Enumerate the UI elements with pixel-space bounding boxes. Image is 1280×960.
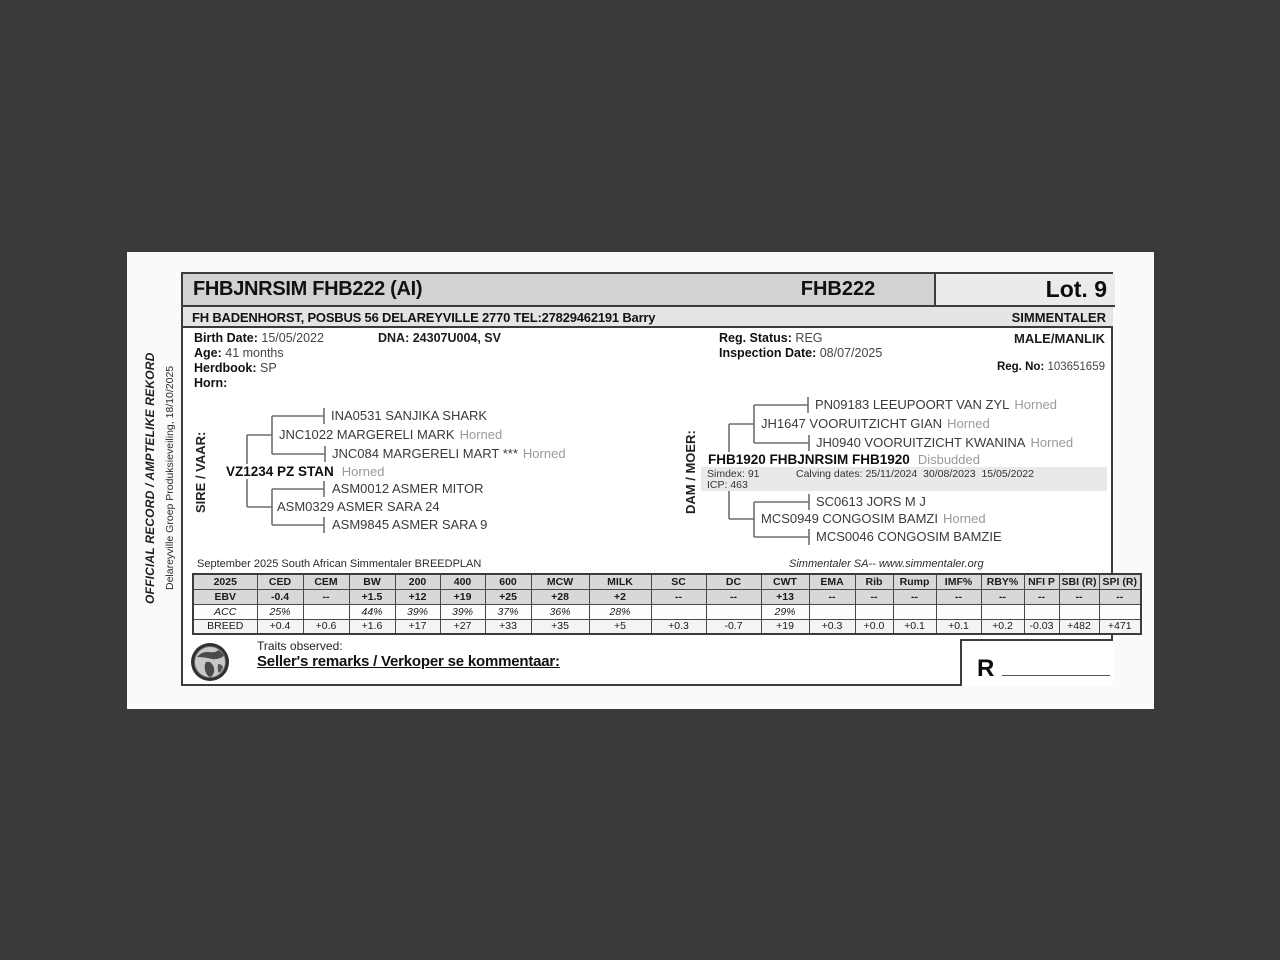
inspection-date-row: [719, 346, 882, 360]
breedplan-cell: +27: [440, 619, 485, 634]
breedplan-row-acc: [193, 604, 1141, 619]
breedplan-cell: +471: [1099, 619, 1141, 634]
breedplan-col-header: SBI (R): [1059, 574, 1099, 589]
horn-row: [194, 376, 227, 390]
breeder-contact: FH BADENHORST, POSBUS 56 DELAREYVILLE 2770 TEL:27829462191 Barry: [192, 310, 656, 325]
reg-no-label: Reg. No:: [996, 361, 1045, 373]
breedplan-cell: --: [1099, 589, 1141, 604]
breedplan-cell: 28%: [589, 604, 651, 619]
breedplan-cell: +19: [440, 589, 485, 604]
breed-name: SIMMENTALER: [1011, 310, 1106, 325]
breedplan-cell: +0.1: [936, 619, 981, 634]
breedplan-col-header: EMA: [809, 574, 855, 589]
breedplan-cell: --: [936, 589, 981, 604]
breedplan-cell: [981, 604, 1024, 619]
animal-name-text: PN09183 LEEUPOORT VAN ZYL: [815, 397, 1010, 412]
simdex-value: Simdex: 91: [707, 468, 760, 480]
catalog-page: [127, 252, 1154, 709]
horn-label: Horn:: [194, 376, 228, 390]
breedplan-cell: 36%: [531, 604, 589, 619]
icp-value: ICP: 463: [707, 479, 748, 491]
horn-status: [440, 499, 445, 514]
footer-section: [183, 637, 1113, 686]
animal-name-text: JH1647 VOORUITZICHT GIAN: [761, 416, 943, 431]
horn-status: Horned: [947, 416, 990, 431]
birth-date-row: [194, 331, 324, 345]
breedplan-cell: --: [809, 589, 855, 604]
animal-name: FHBJNRSIM FHB222 (AI): [193, 278, 423, 300]
dam-panel-label: DAM / MOER:: [683, 430, 698, 514]
breedplan-cell: 44%: [349, 604, 395, 619]
breedplan-cell: --: [651, 589, 706, 604]
reg-status-label: Reg. Status:: [719, 331, 792, 345]
herdbook-row: [194, 361, 277, 375]
herdbook-value: SP: [259, 361, 277, 375]
breedplan-cell: [1024, 604, 1059, 619]
animal-name-text: ASM9845 ASMER SARA 9: [332, 517, 488, 532]
breedplan-col-header: CWT: [761, 574, 809, 589]
breedplan-col-header: 600: [485, 574, 531, 589]
breedplan-col-header: CED: [257, 574, 303, 589]
breedplan-cell: [303, 604, 349, 619]
inspection-date-label: Inspection Date:: [719, 346, 817, 360]
currency-symbol: R: [977, 655, 995, 682]
animal-name-text: FHB1920 FHBJNRSIM FHB1920: [708, 452, 913, 467]
breedplan-row-breed: [193, 619, 1141, 634]
sire-parent-2: [277, 499, 445, 515]
animal-name-text: SC0613 JORS M J: [816, 494, 926, 509]
price-blank-line: [1002, 675, 1110, 676]
breedplan-col-header: CEM: [303, 574, 349, 589]
header-bar: [183, 274, 936, 307]
horn-status: [1002, 529, 1007, 544]
breedplan-col-header: 2025: [193, 574, 257, 589]
price-box: [960, 639, 1113, 686]
breedplan-col-header: RBY%: [981, 574, 1024, 589]
sire-grandparent-3: [332, 481, 488, 497]
sire-panel: [191, 393, 653, 555]
breedplan-col-header: 400: [440, 574, 485, 589]
horn-status: Horned: [341, 464, 385, 479]
horn-status: Horned: [522, 446, 566, 461]
sire-panel-label: SIRE / VAAR:: [193, 431, 208, 513]
breedplan-table: [192, 573, 1142, 635]
breedplan-col-header: SC: [651, 574, 706, 589]
breedplan-cell: [809, 604, 855, 619]
dam-subject: [708, 452, 980, 468]
breedplan-cell: +0.2: [981, 619, 1024, 634]
dam-parent-2: [761, 511, 986, 527]
breedplan-row-label: EBV: [193, 589, 257, 604]
breedplan-col-header: IMF%: [936, 574, 981, 589]
horn-status: Horned: [459, 427, 503, 442]
breedplan-caption: September 2025 South African Simmentaler BREEDPLAN: [197, 558, 482, 570]
simmentaler-sa-caption: Simmentaler SA-- www.simmentaler.org: [789, 558, 984, 570]
breedplan-cell: +28: [531, 589, 589, 604]
breedplan-col-header: SPI (R): [1099, 574, 1141, 589]
animal-id: FHB222: [800, 278, 876, 300]
breedplan-col-header: DC: [706, 574, 761, 589]
lot-number: Lot. 9: [936, 274, 1115, 307]
breedplan-col-header: MILK: [589, 574, 651, 589]
sellers-remarks-label: Seller's remarks / Verkoper se kommentaar:: [257, 653, 560, 670]
animal-name-text: JNC1022 MARGERELI MARK: [279, 427, 455, 442]
breedplan-cell: [855, 604, 893, 619]
breedplan-row-label: BREED: [193, 619, 257, 634]
birth-date-label: Birth Date:: [194, 331, 258, 345]
breedplan-cell: 39%: [440, 604, 485, 619]
age-row: [194, 346, 284, 360]
breedplan-cell: [651, 604, 706, 619]
breedplan-cell: -0.7: [706, 619, 761, 634]
breedplan-cell: +19: [761, 619, 809, 634]
breedplan-cell: 29%: [761, 604, 809, 619]
breedplan-cell: +0.3: [651, 619, 706, 634]
herdbook-label: Herdbook:: [194, 361, 257, 375]
sale-event-label: Delareyville Groep Produksieveiling, 18/10/2025: [164, 365, 176, 591]
breedplan-cell: [1059, 604, 1099, 619]
horn-status: [926, 494, 931, 509]
horn-status: Horned: [1030, 435, 1074, 450]
breedplan-cell: +0.4: [257, 619, 303, 634]
breedplan-cell: +1.6: [349, 619, 395, 634]
breedplan-cell: +482: [1059, 619, 1099, 634]
breedplan-col-header: 200: [395, 574, 440, 589]
breedplan-cell: +1.5: [349, 589, 395, 604]
reg-status-value: REG: [795, 331, 823, 345]
pedigree-section: [183, 393, 1113, 559]
animal-name-text: JH0940 VOORUITZICHT KWANINA: [816, 435, 1026, 450]
breedplan-cell: +2: [589, 589, 651, 604]
reg-status-row: [719, 331, 823, 345]
age-value: 41 months: [225, 346, 284, 360]
dam-stats-band: [701, 467, 1107, 491]
breedplan-cell: +35: [531, 619, 589, 634]
animal-name-text: MCS0046 CONGOSIM BAMZIE: [816, 529, 1002, 544]
breedplan-cell: -0.4: [257, 589, 303, 604]
breeder-bar: [183, 307, 1113, 328]
horn-status: [487, 408, 492, 423]
breedplan-cell: +13: [761, 589, 809, 604]
animal-name-text: VZ1234 PZ STAN: [226, 464, 337, 479]
breedplan-cell: +33: [485, 619, 531, 634]
inspection-date-value: 08/07/2025: [819, 346, 883, 360]
sire-subject: [226, 464, 384, 480]
animal-name-text: JNC084 MARGERELI MART ***: [332, 446, 518, 461]
sire-grandparent-2: [332, 446, 566, 462]
breedplan-cell: +0.1: [893, 619, 936, 634]
dam-grandparent-2: [816, 435, 1073, 451]
breedplan-cell: +17: [395, 619, 440, 634]
animal-name-text: ASM0329 ASMER SARA 24: [277, 499, 440, 514]
official-record-label: OFFICIAL RECORD / AMPTELIKE REKORD: [143, 352, 157, 604]
breedplan-cell: [936, 604, 981, 619]
traits-observed-label: Traits observed:: [257, 639, 343, 653]
breedplan-cell: [1099, 604, 1141, 619]
horn-status: Horned: [942, 511, 986, 526]
animal-name-text: ASM0012 ASMER MITOR: [332, 481, 484, 496]
breedplan-col-header: BW: [349, 574, 395, 589]
breedplan-row-label: ACC: [193, 604, 257, 619]
age-label: Age:: [194, 346, 222, 360]
breedplan-col-header: Rib: [855, 574, 893, 589]
sire-grandparent-4: [332, 517, 492, 533]
breedplan-cell: +12: [395, 589, 440, 604]
dam-panel: [681, 393, 1113, 555]
breedplan-cell: 25%: [257, 604, 303, 619]
breedplan-cell: --: [1024, 589, 1059, 604]
dam-grandparent-4: [816, 529, 1007, 545]
dna-row: DNA: 24307U004, SV: [378, 331, 501, 345]
animal-name-text: INA0531 SANJIKA SHARK: [331, 408, 488, 423]
breedplan-cell: --: [303, 589, 349, 604]
breedplan-cell: --: [855, 589, 893, 604]
breedplan-col-header: MCW: [531, 574, 589, 589]
dam-grandparent-1: [815, 397, 1057, 413]
animal-name-text: MCS0949 CONGOSIM BAMZI: [761, 511, 938, 526]
dam-grandparent-3: [816, 494, 931, 510]
horn-status: [483, 481, 488, 496]
breedplan-col-header: NFI P: [1024, 574, 1059, 589]
animal-details: [183, 328, 1113, 393]
birth-date-value: 15/05/2022: [261, 331, 324, 345]
breedplan-header-row: [193, 574, 1141, 589]
sire-grandparent-1: [331, 408, 492, 424]
breedplan-cell: --: [893, 589, 936, 604]
breedplan-cell: [706, 604, 761, 619]
breedplan-row-ebv: [193, 589, 1141, 604]
reg-no-row: [997, 361, 1105, 373]
dam-parent-1: [761, 416, 990, 432]
breedplan-cell: 39%: [395, 604, 440, 619]
breedplan-cell: +5: [589, 619, 651, 634]
reg-no-value: 103651659: [1047, 361, 1105, 373]
breedplan-cell: -0.03: [1024, 619, 1059, 634]
breedplan-cell: --: [706, 589, 761, 604]
calving-dates: Calving dates: 25/11/2024 30/08/2023 15/05/2022: [796, 468, 1034, 480]
breedplan-cell: +25: [485, 589, 531, 604]
lot-card: [181, 272, 1137, 686]
breedplan-col-header: Rump: [893, 574, 936, 589]
breedplan-cell: 37%: [485, 604, 531, 619]
breedplan-cell: +0.3: [809, 619, 855, 634]
horn-status: Horned: [1014, 397, 1058, 412]
horn-status: [487, 517, 492, 532]
sex-label: MALE/MANLIK: [1014, 331, 1105, 346]
breedplan-cell: +0.0: [855, 619, 893, 634]
horn-status: Disbudded: [917, 452, 980, 467]
breedplan-cell: +0.6: [303, 619, 349, 634]
globe-logo-icon: [190, 642, 230, 682]
sire-parent-1: [279, 427, 502, 443]
breedplan-cell: --: [1059, 589, 1099, 604]
breedplan-cell: [893, 604, 936, 619]
breedplan-cell: --: [981, 589, 1024, 604]
